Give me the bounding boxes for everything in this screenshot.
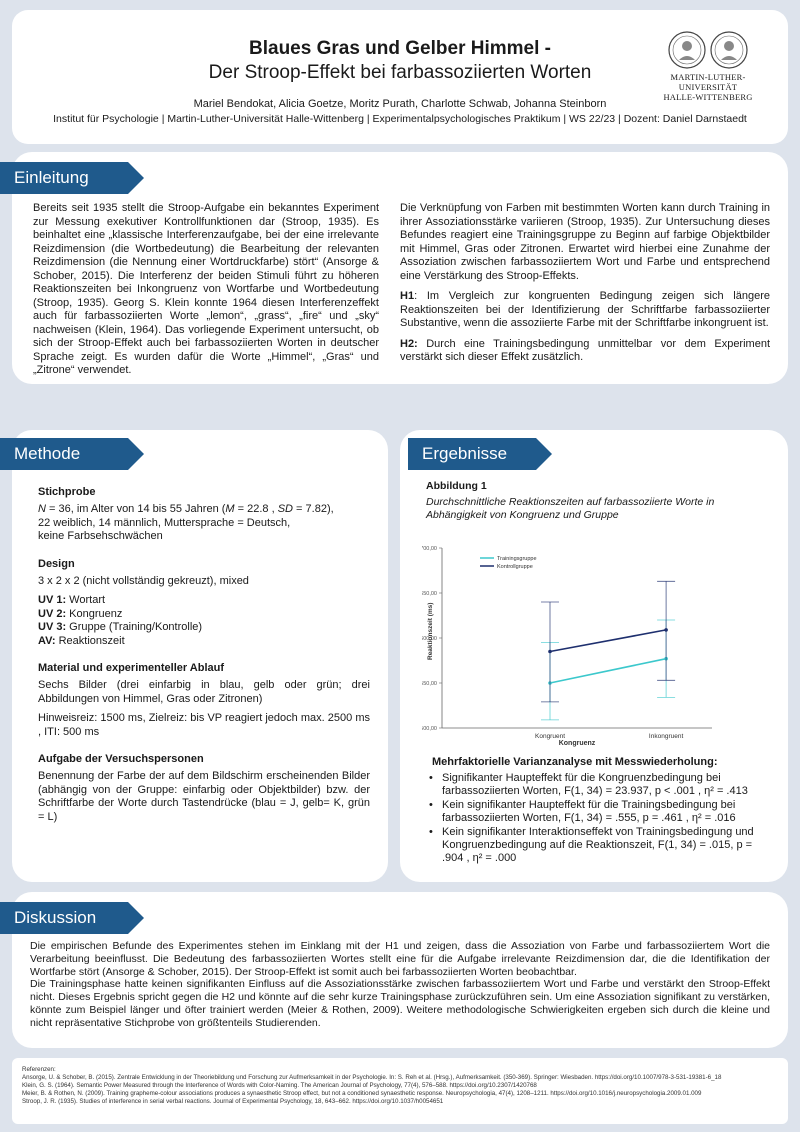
uv1 [38, 594, 370, 608]
uv2-label: UV 2: [38, 607, 67, 620]
methode-heading: Methode [0, 438, 128, 470]
chart-svg [422, 540, 772, 748]
anova-title: Mehrfaktorielle Varianzanalyse mit Messwiederholung: [432, 756, 718, 768]
methode-content [38, 476, 370, 824]
y-tick-label: 00,00 [423, 636, 437, 642]
anova-item: • Kein signifikanter Interaktionseffekt von Trainingsbedingung und Kongruenzbedingung auf die Reaktionszeit, F(1, 34) = .015, p = .904 , η² = .000 [426, 826, 776, 865]
diskussion-text1: Die empirischen Befunde des Experimentes stehen im Einklang mit der H1 und zeigen, dass die Assoziation von Farbe und farbassoziiertem Wort die Verarbeitung beeinflusst. Die Bedeutung des farbassoziierten Wortes stellt eine für die Aufgabe irrelevante Reizdimension dar, die die Identifikation der Wortfarbe stört (Ansorge & Schober, 2015). Der Stroop-Effekt ist somit auch bei farbassoziierten Worten beobachtbar. [30, 940, 770, 978]
series-line-1 [550, 630, 666, 652]
data-point [664, 628, 668, 632]
h1-label: H1 [400, 290, 415, 302]
anova-item: • Kein signifikanter Haupteffekt für die Trainingsbedingung bei farbassoziierten Worten, F(1, 34) = .555, p = .461 , η² = .016 [426, 799, 776, 825]
reference-item: Stroop, J. R. (1935). Studies of interference in serial verbal reactions. Journal of Experimental Psychology, 18, 643–662. https://doi.org/10.1037/h0054651 [22, 1098, 444, 1105]
ergebnisse-heading: Ergebnisse [408, 438, 536, 470]
einleitung-right-text: Die Verknüpfung von Farben mit bestimmten Worten kann durch Training in ihrer Assoziationsstärke variieren (Stroop, 1935). Zur Untersuchung dieses Befundes reagiert eine Trainingsgruppe zu Beginn auf farbige Objektbilder mit Himmel, Gras oder Zitronen. Erwartet wird hierbei eine Zunahme der Assoziation zwischen farbassoziiertem Wort und Farbe und entsprechend eine Verstärkung des Stroop-Effekts. [400, 202, 770, 282]
n-symbol: N [38, 503, 46, 515]
hypothesis-1 [400, 290, 770, 331]
university-logo [652, 30, 764, 100]
figure-caption: Durchschnittliche Reaktionszeiten auf farbassoziierte Worte in Abhängigkeit von Kongruenz und Gruppe [426, 496, 715, 521]
sd-symbol: SD [277, 503, 293, 515]
uv3 [38, 621, 370, 635]
stichprobe-line1 [38, 503, 370, 517]
y-tick-label: 50,00 [423, 591, 437, 597]
authors: Mariel Bendokat, Alicia Goetze, Moritz Purath, Charlotte Schwab, Johanna Steinborn [193, 98, 607, 110]
stichprobe-part-c: = 7.82), [293, 503, 334, 515]
poster-subtitle: Der Stroop-Effekt bei farbassoziierten Worten [208, 62, 592, 83]
diskussion-heading: Diskussion [0, 902, 128, 934]
y-tick-label: 00,00 [423, 726, 437, 732]
logo-text-line1: MARTIN-LUTHER-UNIVERSITÄT [670, 72, 746, 92]
data-point [548, 650, 552, 654]
av-text: Reaktionszeit [55, 634, 125, 647]
poster-title: Blaues Gras und Gelber Himmel - [249, 38, 551, 59]
diskussion-content [30, 940, 770, 1030]
y-tick-label: 50,00 [423, 681, 437, 687]
uv2-text: Kongruenz [66, 607, 123, 620]
reaction-time-chart [422, 540, 772, 748]
stichprobe-part-a: = 36, im Alter von 14 bis 55 Jahren ( [45, 503, 226, 515]
design-title: Design [38, 557, 75, 570]
hypothesis-2 [400, 338, 770, 365]
material-title: Material und experimenteller Ablauf [38, 662, 225, 674]
stichprobe-part-b: = 22.8 , [234, 503, 278, 515]
einleitung-heading: Einleitung [0, 162, 128, 194]
uv1-label: UV 1: [38, 594, 67, 606]
av [38, 635, 370, 649]
series-line-0 [550, 659, 666, 683]
h1-text: : Im Vergleich zur kongruenten Bedingung zeigen sich längere Reaktionszeiten bei der Identifizierung der Schriftfarbe farbassoziierter Substantive, wenn die assoziierte Farbe mit der Schriftfarbe inkongruent ist. [400, 290, 770, 329]
anova-list [426, 772, 776, 866]
references-title: Referenzen: [22, 1066, 56, 1073]
uv2 [38, 608, 370, 622]
material-text2: Hinweisreiz: 1500 ms, Zielreiz: bis VP reagiert jedoch max. 2500 ms , ITI: 500 ms [38, 712, 370, 738]
seal-icon [667, 30, 749, 70]
x-tick-label: Kongruent [535, 733, 565, 740]
reference-item: Klein, G. S. (1964). Semantic Power Measured through the Interference of Words with Color-Naming. The American Journal of Psychology, 77(4), 576–588. https://doi.org/10.2307/1420768 [22, 1082, 537, 1089]
y-axis-label: Reaktionszeit (ms) [427, 602, 434, 660]
aufgabe-title: Aufgabe der Versuchspersonen [38, 753, 204, 765]
logo-text-line2: HALLE-WITTENBERG [663, 92, 753, 102]
institute: Institut für Psychologie | Martin-Luther-Universität Halle-Wittenberg | Experimentalpsychologisches Praktikum | WS 22/23 | Dozent: Daniel Darnstaedt [53, 113, 747, 125]
uv1-text: Wortart [66, 594, 106, 606]
h2-text: Durch eine Trainingsbedingung unmittelbar vor dem Experiment verstärkt sich dieser Effekt zusätzlich. [400, 337, 770, 363]
einleitung-left-text: Bereits seit 1935 stellt die Stroop-Aufgabe ein bekanntes Experiment zur Messung exekutiver Kontrollfunktionen dar (Stroop, 1935). Es beinhaltet eine „klassische Interferenzaufgabe, bei der eine irrelevante Reizdimension (die Wortbedeutung) die Bearbeitung der relevanten Reizdimension (die Nennung einer Wortdruckfarbe) stört“ (Ansorge & Schober, 2015). Die Interferenz der beiden Stimuli führt zu höheren Reaktionszeiten bei Inkongruenz von Wortfarbe und Wortbedeutung (Stroop, 1935). Georg S. Klein konnte 1964 diesen Interferenzeffekt auch für farbassoziierten Worte „lemon“, „grass“, „fire“ und „sky“ nachweisen (Klein, 1964). Das vorliegende Experiment untersucht, ob sich der Stroop-Effekt auch bei farbassoziierten Worten in deutscher Sprache zeigt. Es wurden dafür die Worte „Himmel“, „Gras“ und „Zitrone“ verwendet. [33, 202, 379, 376]
m-symbol: M [225, 503, 235, 515]
design-line: 3 x 2 x 2 (nicht vollständig gekreuzt), mixed [38, 574, 249, 587]
uv3-label: UV 3: [38, 621, 67, 633]
x-tick-label: Inkongruent [648, 733, 684, 740]
material-text1: Sechs Bilder (drei einfarbig in blau, gelb oder grün; drei Abbildungen von Himmel, Gras oder Zitronen) [38, 679, 370, 705]
einleitung-right-column [400, 202, 770, 372]
uv3-text: Gruppe (Training/Kontrolle) [66, 621, 203, 633]
aufgabe-text: Benennung der Farbe der auf dem Bildschirm erscheinenden Bilder (abhängig von der Gruppe: einfarbig oder Objektbilder) bzw. der Schriftfarbe der Worte durch Tastendrücke (blau = J, gelb= K, grün = L) [38, 770, 370, 823]
reference-item: Meier, B. & Rothen, N. (2009). Training grapheme-colour associations produces a synaesthetic Stroop effect, but not a conditioned synaesthetic response. Neuropsychologia, 47(4), 1208–1211. https://doi.org/10.1016/j.neuropsychologia.2009.01.009 [22, 1090, 702, 1097]
x-axis-label: Kongruenz [558, 740, 596, 747]
diskussion-text2: Die Trainingsphase hatte keinen signifikanten Einfluss auf die Assoziationsstärke zwischen farbassoziiertem Wort und Farbe und verstärkt den Stroop-Effekt nicht. Dieses Ergebnis spricht gegen die H2 und könnte auf die sehr kurze Trainingsphase zurückzuführen sein. Um eine Assoziation signifikant zu verstärken, könnte zum Beispiel länger und öfter trainiert werden (Meier & Rothen, 2009). Weitere methodologische Schwierigkeiten ergeben sich durch die kleine und nicht repräsentative Stichprobe von größtenteils Studierenden. [30, 978, 770, 1029]
legend-label: Trainingsgruppe [497, 556, 537, 562]
reference-item: Ansorge, U. & Schober, B. (2015). Zentrale Entwicklung in der Theoriebildung und Forschung zur Aufmerksamkeit in der Psychologie. In: S. Reh et al. (Hrsg.), Aufmerksamkeit. (350-369). Springer: Wiesbaden. https://doi.org/10.1007/978-3-531-19381-6_18 [22, 1074, 722, 1081]
y-tick-label: 00,00 [423, 546, 437, 552]
stichprobe-title: Stichprobe [38, 486, 96, 498]
stichprobe-line2: 22 weiblich, 14 männlich, Muttersprache = Deutsch, [38, 516, 291, 529]
legend-label: Kontrollgruppe [497, 564, 533, 570]
anova-item: • Signifikanter Haupteffekt für die Kongruenzbedingung bei farbassoziierten Worten, F(1, 34) = 23.937, p < .001 , η² = .413 [426, 772, 776, 798]
references [12, 1058, 788, 1124]
h2-label: H2: [400, 337, 418, 350]
figure-label: Abbildung 1 [426, 480, 487, 492]
stichprobe-line3: keine Farbsehschwächen [38, 530, 163, 542]
av-label: AV: [38, 634, 56, 647]
